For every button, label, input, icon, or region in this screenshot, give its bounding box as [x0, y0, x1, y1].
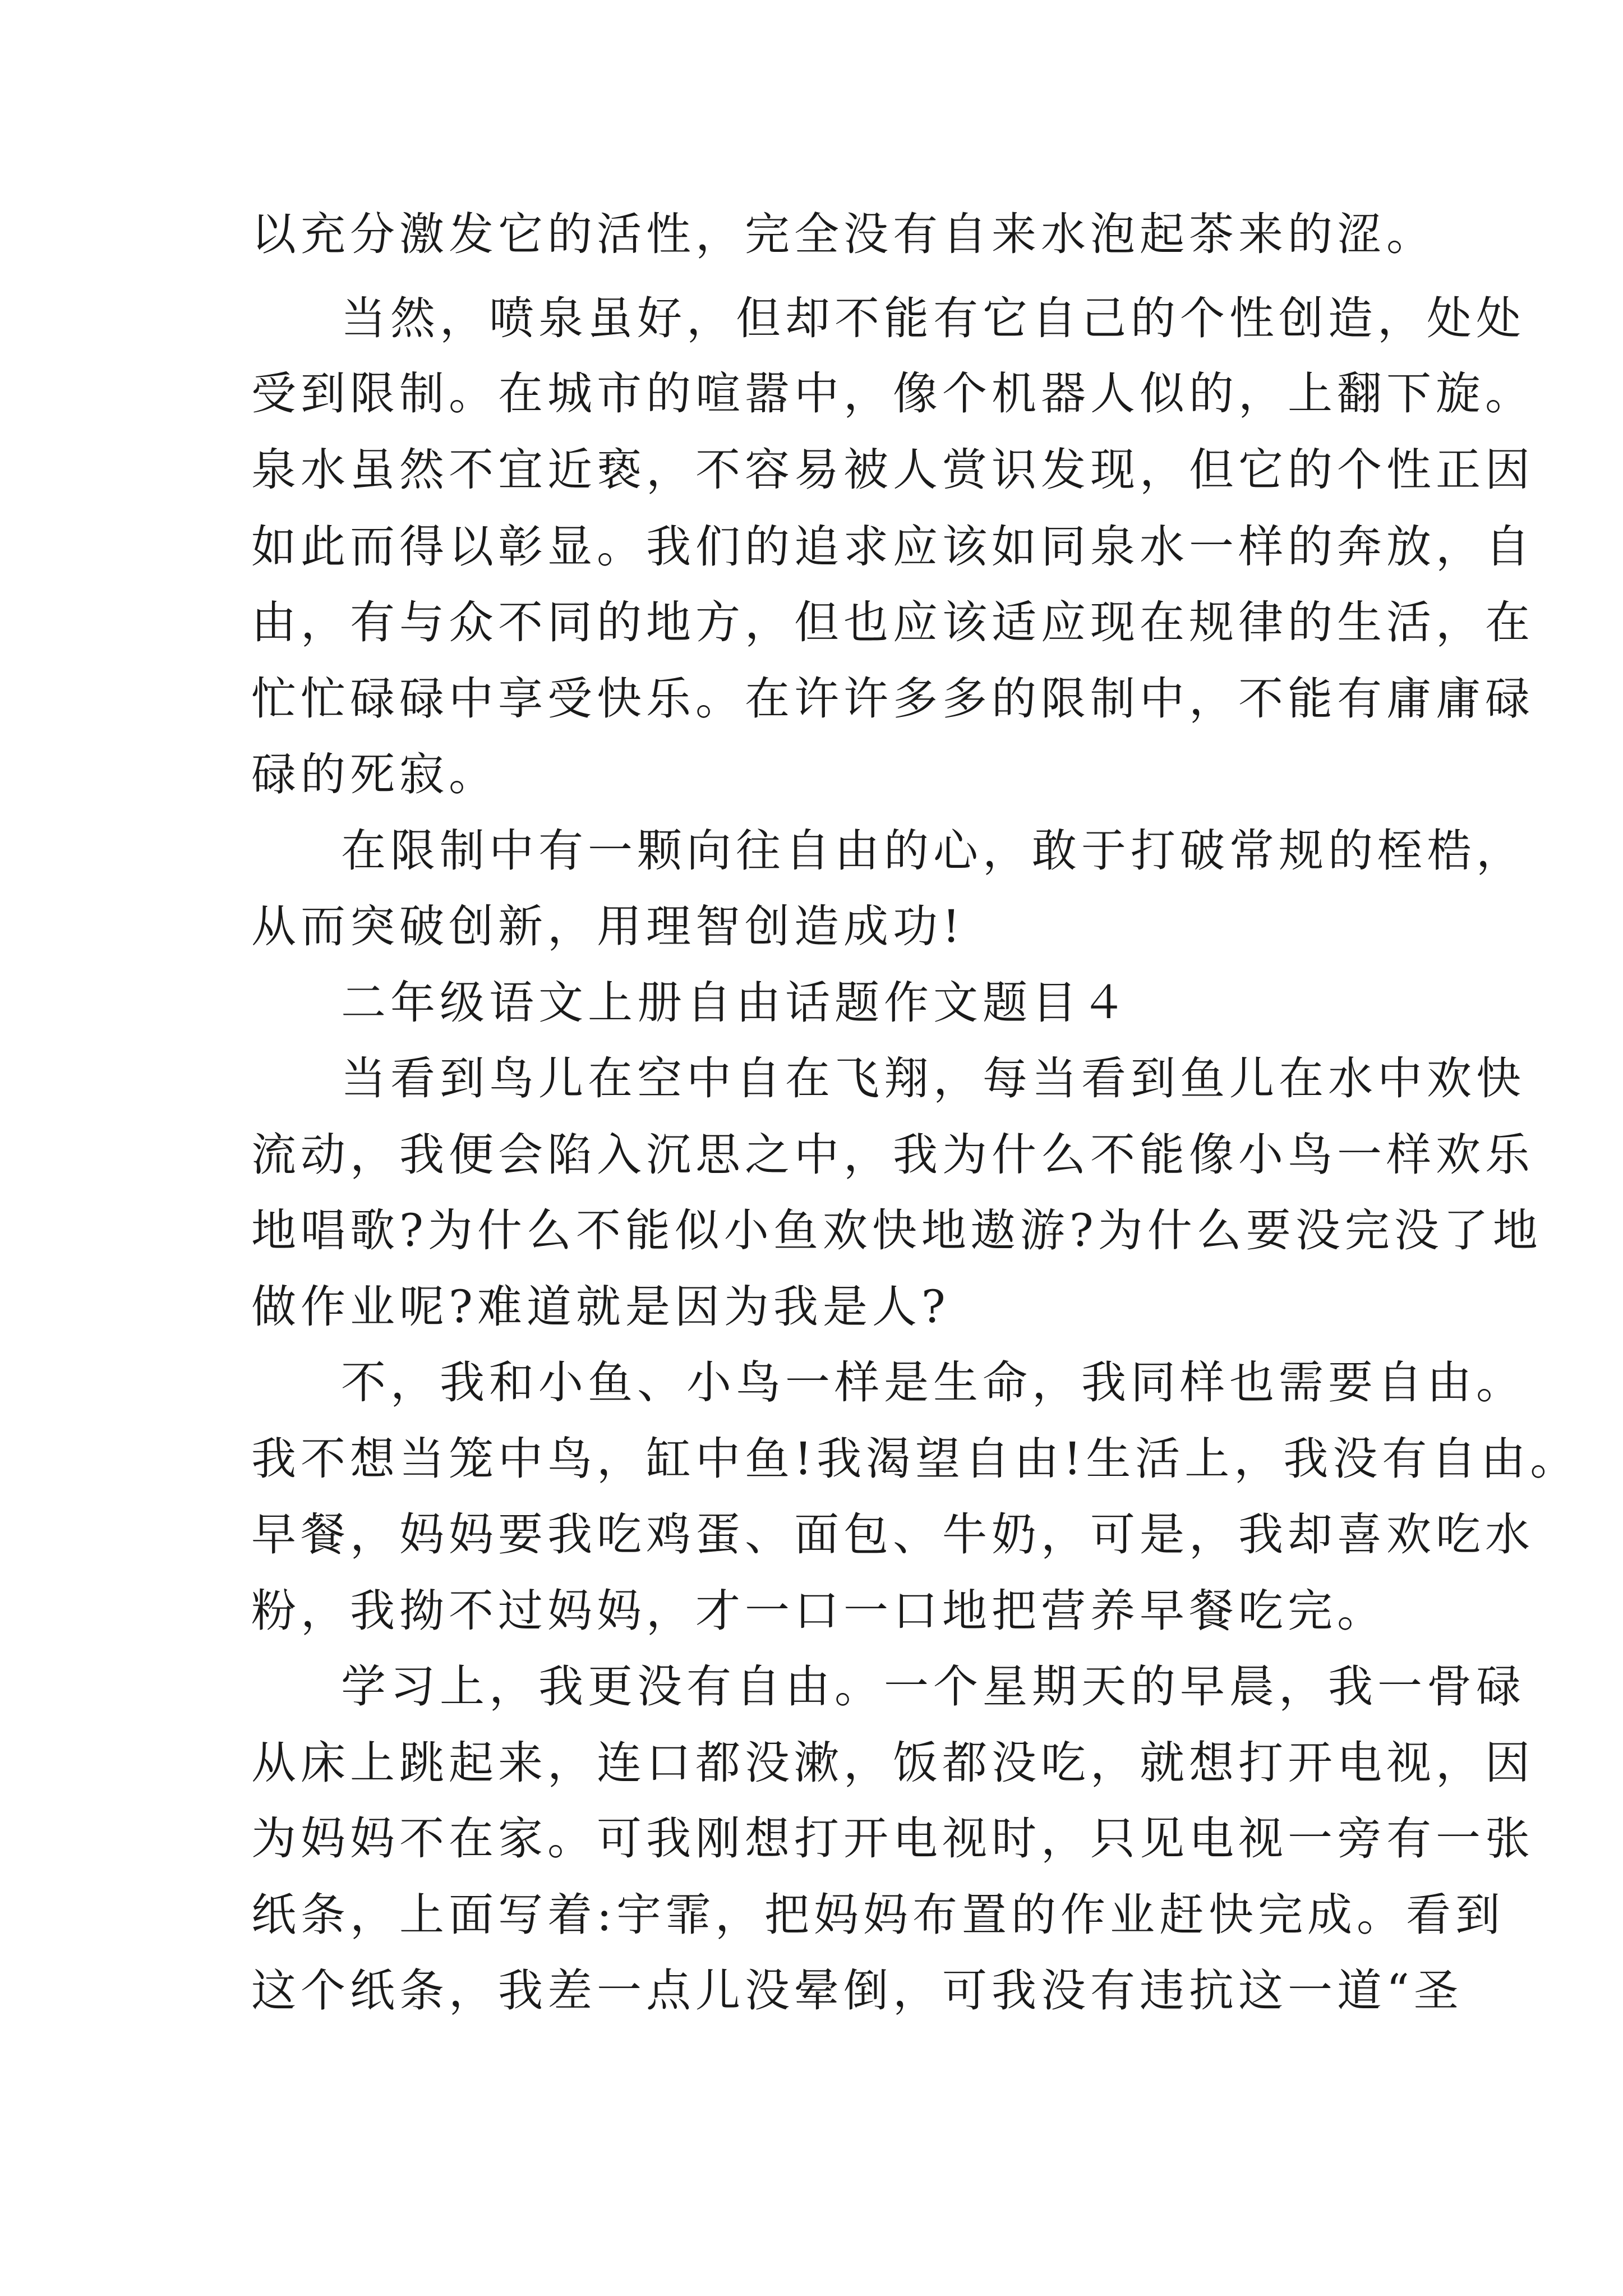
text-line: 学习上，我更没有自由。一个星期天的早晨，我一骨碌: [341, 1660, 1525, 1713]
text-line: 由，有与众不同的地方，但也应该适应现在规律的生活，在: [251, 596, 1534, 648]
text-line: 从床上跳起来，连口都没漱，饭都没吃，就想打开电视，因: [251, 1737, 1534, 1789]
section-heading: 二年级语文上册自由话题作文题目４: [341, 977, 1131, 1029]
text-line: 早餐，妈妈要我吃鸡蛋、面包、牛奶，可是，我却喜欢吃水: [251, 1508, 1534, 1561]
text-line: 不，我和小鱼、小鸟一样是生命，我同样也需要自由。: [341, 1356, 1525, 1409]
text-line: 当看到鸟儿在空中自在飞翔，每当看到鱼儿在水中欢快: [341, 1052, 1525, 1105]
text-line: 在限制中有一颗向往自由的心，敢于打破常规的桎梏，: [341, 825, 1525, 877]
text-line: 地唱歌?为什么不能似小鱼欢快地遨游?为什么要没完没了地: [251, 1204, 1542, 1257]
text-line: 泉水虽然不宜近亵，不容易被人赏识发现，但它的个性正因: [251, 444, 1534, 496]
text-line: 我不想当笼中鸟，缸中鱼!我渴望自由!生活上，我没有自由。: [251, 1433, 1580, 1485]
text-line: 流动，我便会陷入沉思之中，我为什么不能像小鸟一样欢乐: [251, 1129, 1534, 1181]
text-line: 为妈妈不在家。可我刚想打开电视时，只见电视一旁有一张: [251, 1812, 1534, 1865]
text-line: 纸条，上面写着:宇霏，把妈妈布置的作业赶快完成。看到: [251, 1889, 1505, 1941]
text-line: 粉，我拗不过妈妈，才一口一口地把营养早餐吃完。: [251, 1585, 1386, 1637]
text-line: 以充分激发它的活性，完全没有自来水泡起茶来的涩。: [251, 208, 1436, 260]
text-line: 做作业呢?难道就是因为我是人?: [251, 1281, 950, 1333]
text-line: 受到限制。在城市的喧嚣中，像个机器人似的，上翻下旋。: [251, 367, 1534, 420]
text-line: 这个纸条，我差一点儿没晕倒，可我没有违抗这一道“圣: [251, 1964, 1463, 2017]
text-line: 从而突破创新，用理智创造成功!: [251, 900, 965, 953]
text-line: 如此而得以彰显。我们的追求应该如同泉水一样的奔放，自: [251, 521, 1534, 573]
text-line: 忙忙碌碌中享受快乐。在许许多多的限制中，不能有庸庸碌: [251, 673, 1534, 725]
text-line: 当然，喷泉虽好，但却不能有它自己的个性创造，处处: [341, 292, 1525, 344]
text-line: 碌的死寂。: [251, 748, 498, 800]
